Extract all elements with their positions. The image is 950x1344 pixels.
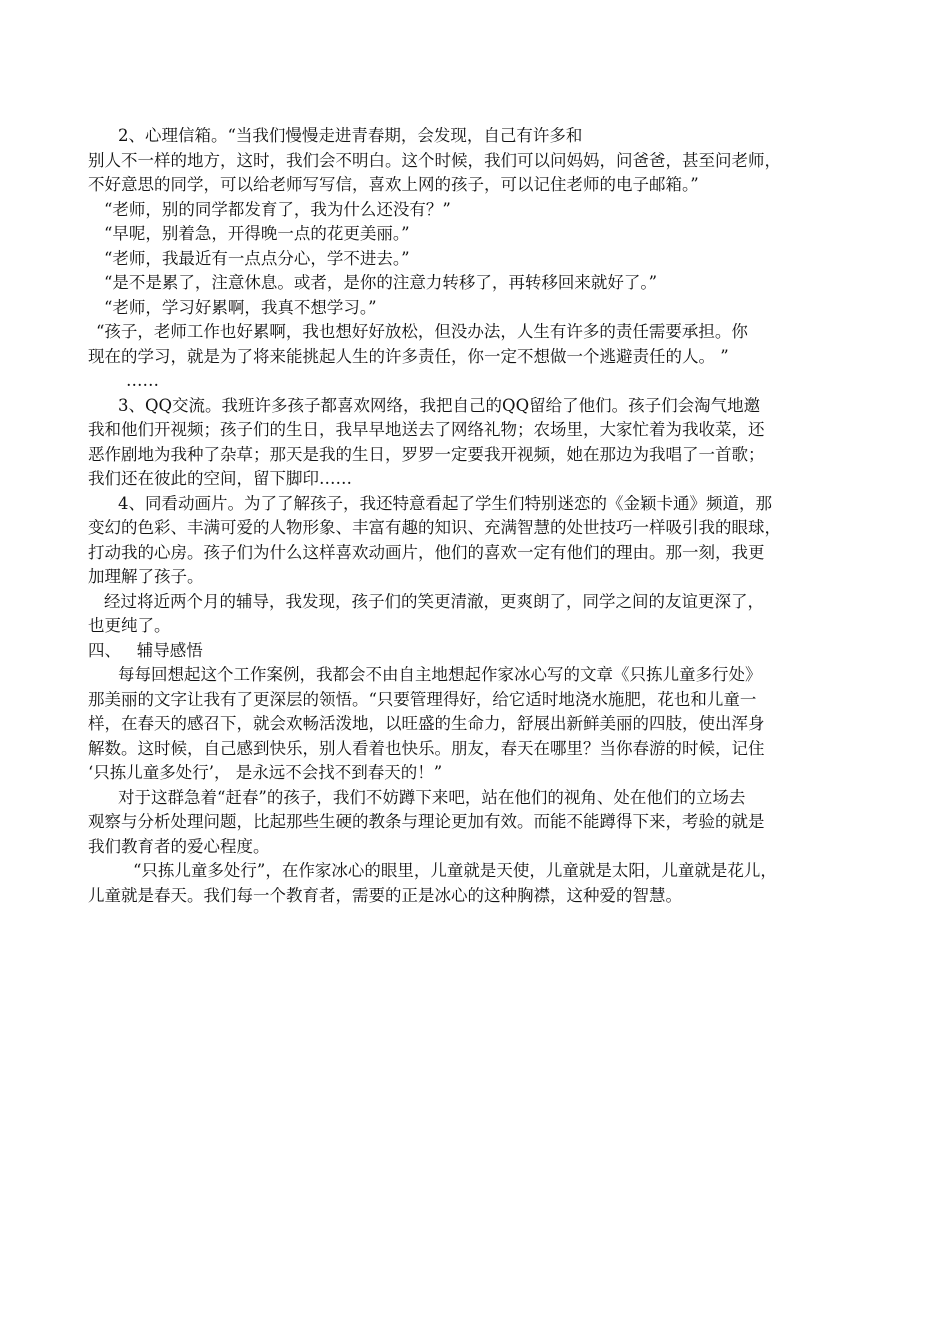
paragraph-line: 我们还在彼此的空间，留下脚印…… xyxy=(88,469,352,488)
paragraph-line: 经过将近两个月的辅导，我发现，孩子们的笑更清澈，更爽朗了，同学之间的友谊更深了， xyxy=(104,591,764,611)
dialogue-line: “是不是累了，注意休息。或者，是你的注意力转移了，再转移回来就好了。” xyxy=(104,273,658,292)
paragraph-line: 4、同看动画片。为了了解孩子，我还特意看起了学生们特别迷恋的《金颖卡通》频道，那 xyxy=(118,493,772,513)
paragraph-line: 观察与分析处理问题，比起那些生硬的教条与理论更加有效。而能不能蹲得下来，考验的就是 xyxy=(88,812,765,831)
paragraph-line: 加理解了孩子。 xyxy=(88,567,204,586)
paragraph-line: 样，在春天的感召下，就会欢畅活泼地，以旺盛的生命力，舒展出新鲜美丽的四肢，使出浑身 xyxy=(88,714,765,733)
paragraph-line: 儿童就是春天。我们每一个教育者，需要的正是冰心的这种胸襟，这种爱的智慧。 xyxy=(88,885,682,905)
paragraph-line: 我和他们开视频；孩子们的生日，我早早地送去了网络礼物；农场里，大家忙着为我收菜，还 xyxy=(88,420,765,439)
dialogue-line: “早呢，别着急，开得晚一点的花更美丽。” xyxy=(104,224,410,243)
dialogue-line: “老师，别的同学都发育了，我为什么还没有？” xyxy=(104,199,451,219)
paragraph-line: 每每回想起这个工作案例，我都会不由自主地想起作家冰心写的文章《只拣儿童多行处》 xyxy=(118,665,762,684)
paragraph-line: 3、QQ交流。我班许多孩子都喜欢网络，我把自己的QQ留给了他们。孩子们会淘气地邀 xyxy=(118,395,761,415)
paragraph-line: ‘只拣儿童多处行’， 是永远不会找不到春天的！” xyxy=(88,763,443,782)
dialogue-line: “老师，学习好累啊，我真不想学习。” xyxy=(104,297,377,317)
paragraph-line: 不好意思的同学，可以给老师写写信，喜欢上网的孩子，可以记住老师的电子邮箱。” xyxy=(88,175,699,194)
paragraph-line: 也更纯了。 xyxy=(88,616,171,635)
dialogue-line: “孩子，老师工作也好累啊，我也想好好放松，但没办法，人生有许多的责任需要承担。你 xyxy=(96,322,748,341)
section-heading: 四、 辅导感悟 xyxy=(88,640,203,660)
paragraph-line: 2、心理信箱。“当我们慢慢走进青春期，会发现，自己有许多和 xyxy=(118,126,583,145)
paragraph-line: 恶作剧地为我种了杂草；那天是我的生日，罗罗一定要我开视频，她在那边为我唱了一首歌； xyxy=(88,444,765,464)
paragraph-line: “只拣儿童多处行”，在作家冰心的眼里，儿童就是天使，儿童就是太阳，儿童就是花儿， xyxy=(133,861,777,880)
paragraph-line: 那美丽的文字让我有了更深层的领悟。“只要管理得好，给它适时地浇水施肥，花也和儿童一 xyxy=(88,689,757,709)
dialogue-line: 现在的学习，就是为了将来能挑起人生的许多责任，你一定不想做一个逃避责任的人。 ” xyxy=(88,346,729,366)
paragraph-line: 我们教育者的爱心程度。 xyxy=(88,836,270,856)
paragraph-line: 解数。这时候，自己感到快乐，别人看着也快乐。朋友，春天在哪里？当你春游的时候，记住 xyxy=(88,738,765,758)
ellipsis-line: …… xyxy=(126,371,159,390)
paragraph-line: 变幻的色彩、丰满可爱的人物形象、丰富有趣的知识、充满智慧的处世技巧一样吸引我的眼球， xyxy=(88,518,781,537)
paragraph-line: 打动我的心房。孩子们为什么这样喜欢动画片，他们的喜欢一定有他们的理由。那一刻，我更 xyxy=(88,542,765,562)
paragraph-line: 别人不一样的地方，这时，我们会不明白。这个时候，我们可以问妈妈，问爸爸，甚至问老师， xyxy=(88,150,781,170)
dialogue-line: “老师，我最近有一点点分心，学不进去。” xyxy=(104,248,410,268)
paragraph-line: 对于这群急着“赶春”的孩子，我们不妨蹲下来吧，站在他们的视角、处在他们的立场去 xyxy=(118,787,746,807)
document-page xyxy=(88,124,862,908)
